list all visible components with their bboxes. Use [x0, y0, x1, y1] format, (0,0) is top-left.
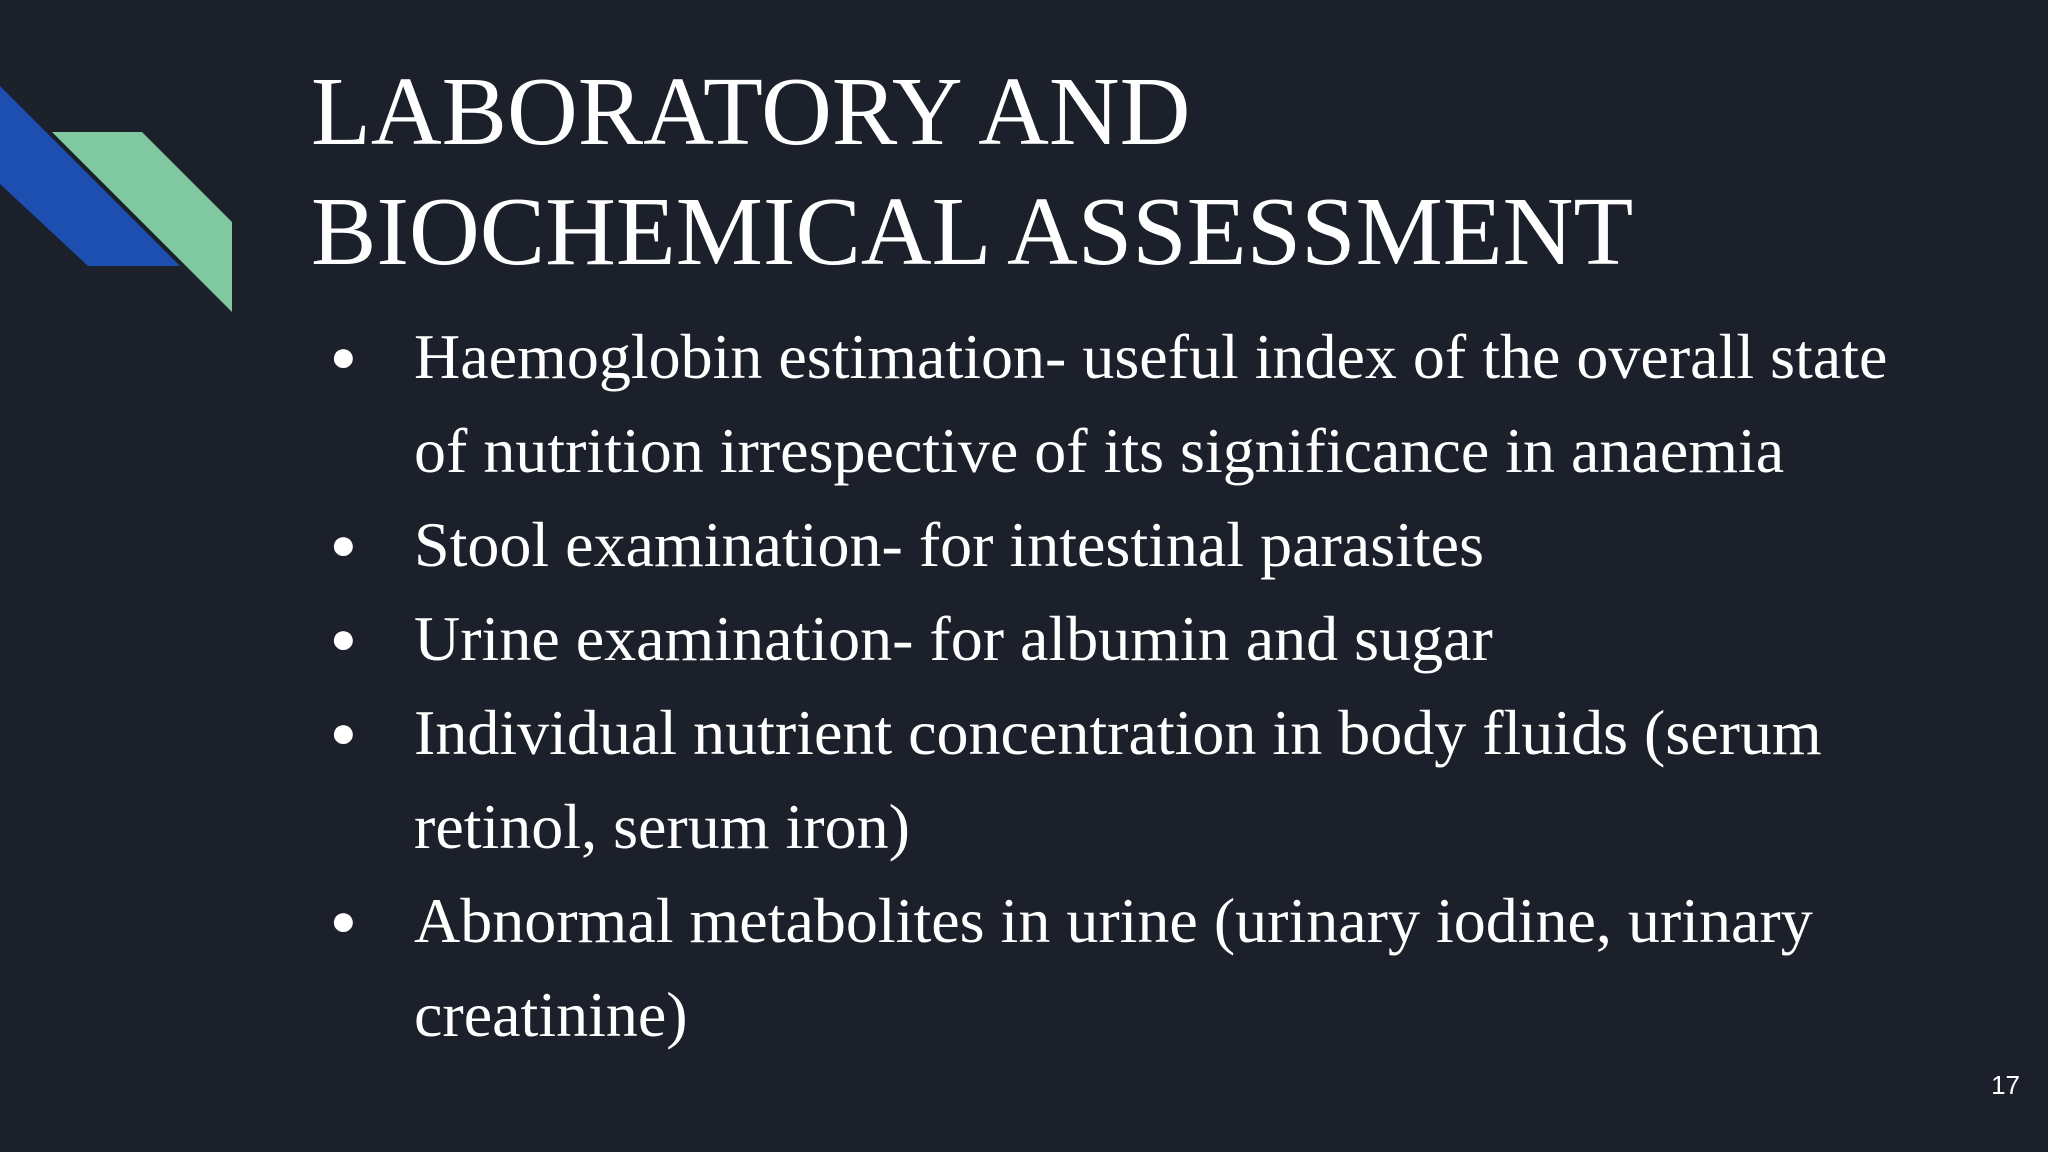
- bullet-line: Stool examination- for intestinal parasites: [414, 509, 1484, 580]
- bullet-line: of nutrition irrespective of its significance in anaemia: [414, 415, 1785, 486]
- bullet-list: [0, 310, 2048, 1062]
- bullet-marker: ●: [330, 614, 357, 663]
- bullet-marker: ●: [330, 520, 357, 569]
- bullet-line: retinol, serum iron): [414, 791, 910, 862]
- bullet-text: [414, 592, 2014, 686]
- slide-title-line: BIOCHEMICAL ASSESSMENT: [311, 178, 1634, 286]
- bullet-marker: ●: [330, 708, 357, 757]
- bullet-line: Individual nutrient concentration in body fluids (serum: [414, 697, 1822, 768]
- bullet-line: Abnormal metabolites in urine (urinary iodine, urinary: [414, 885, 1813, 956]
- slide-title-line: LABORATORY AND: [311, 58, 1191, 166]
- bullet-marker: ●: [330, 896, 357, 945]
- bullet-item: [0, 874, 2048, 1062]
- bullet-text: [414, 310, 2014, 498]
- bullet-item: [0, 310, 2048, 498]
- bullet-item: [0, 592, 2048, 686]
- bullet-text: [414, 874, 2014, 1062]
- slide-title: [311, 52, 1961, 292]
- page-number: 17: [1991, 1070, 2020, 1100]
- bullet-marker: ●: [330, 332, 357, 381]
- bullet-text: [414, 498, 2014, 592]
- bullet-line: Urine examination- for albumin and sugar: [414, 603, 1493, 674]
- bullet-item: [0, 686, 2048, 874]
- bullet-item: [0, 498, 2048, 592]
- bullet-line: Haemoglobin estimation- useful index of the overall state: [414, 321, 1888, 392]
- bullet-text: [414, 686, 2014, 874]
- bullet-line: creatinine): [414, 979, 688, 1050]
- corner-accent-shapes: [0, 0, 240, 320]
